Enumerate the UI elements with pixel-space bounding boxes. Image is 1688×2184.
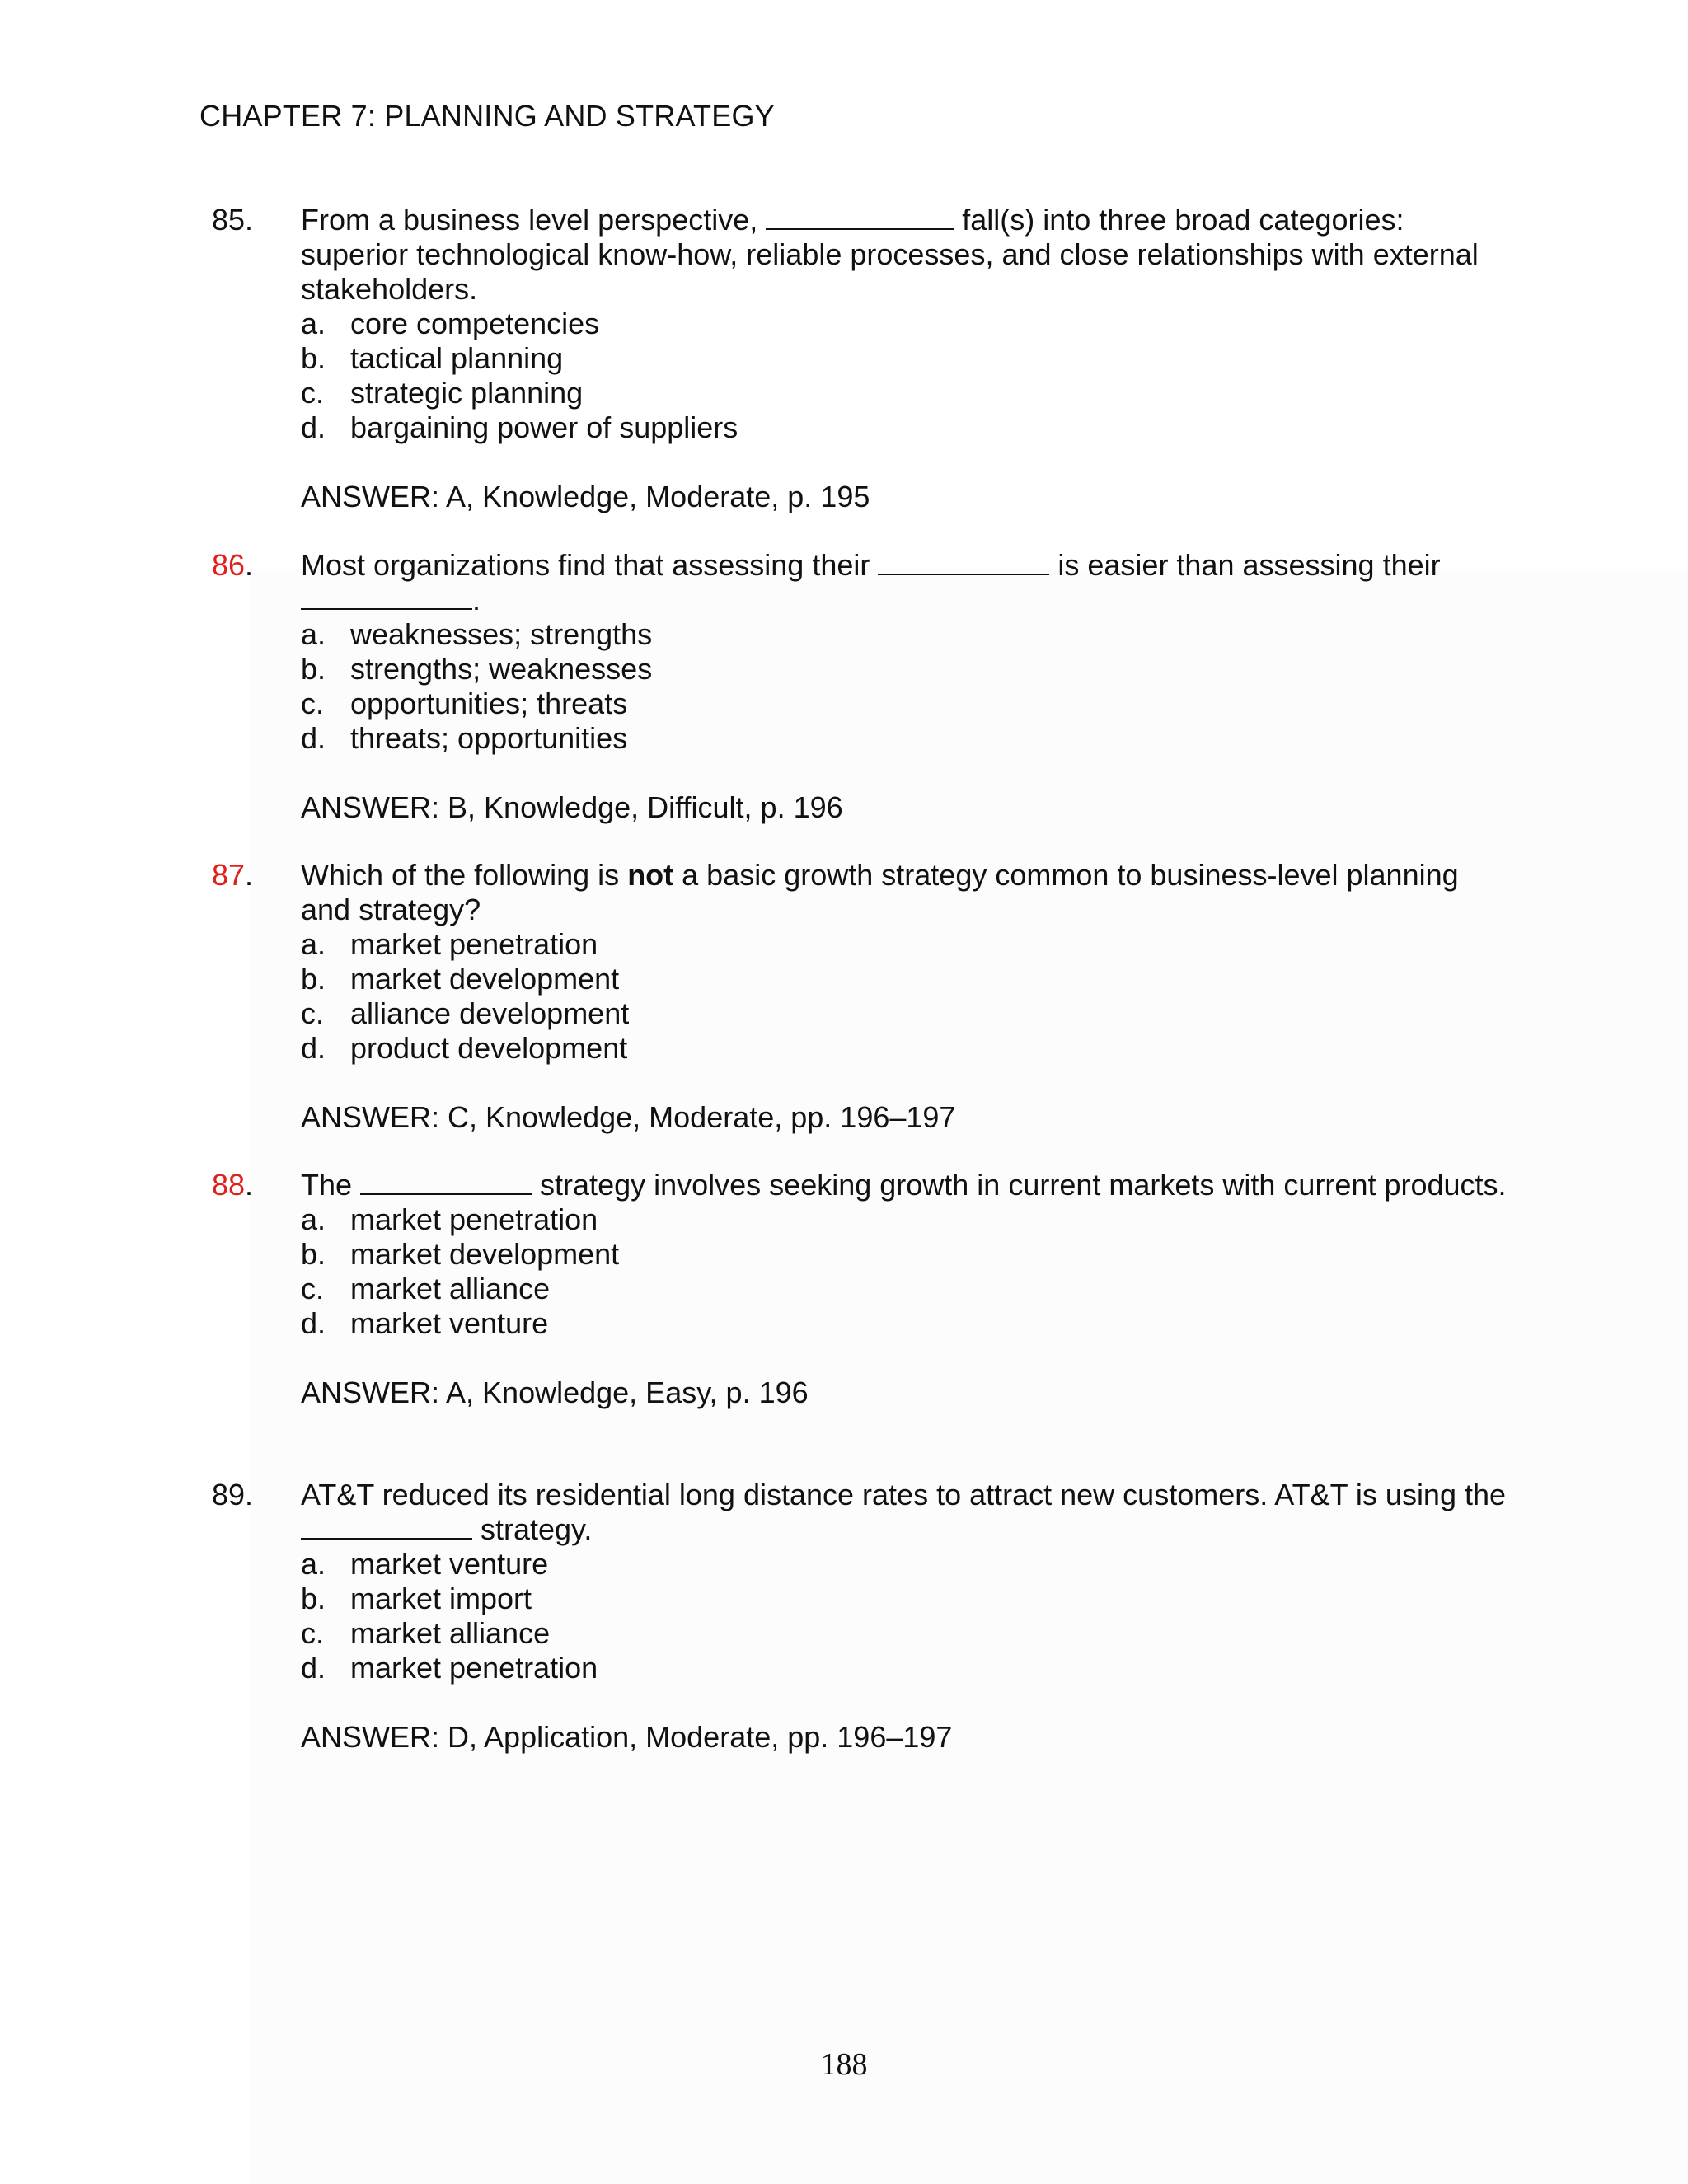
answer-line: ANSWER: D, Application, Moderate, pp. 196–197 [301, 1720, 953, 1754]
choice-a: a. market penetration [301, 927, 598, 961]
choice-b: b. market development [301, 962, 620, 996]
choice-a: a. market penetration [301, 1202, 598, 1236]
question-88 [0, 1168, 1688, 1410]
choice-d: d. product development [301, 1031, 628, 1065]
question-number: 86. [212, 548, 254, 582]
choice-c: c. alliance development [301, 996, 630, 1030]
question-stem: From a business level perspective, fall(s) into three broad categories: superior technological know-how, reliable processes, and close relationships with external stakeholders. [301, 203, 1479, 306]
fill-blank [360, 1169, 532, 1195]
question-stem: AT&T reduced its residential long distance rates to attract new customers. AT&T is using the strategy. [301, 1478, 1507, 1546]
fill-blank [301, 1513, 472, 1540]
choice-list [301, 307, 1512, 445]
fill-blank [766, 204, 954, 230]
choice-d: d. bargaining power of suppliers [301, 410, 738, 444]
fill-blank [301, 583, 472, 610]
question-number: 87. [212, 858, 254, 892]
choice-list [301, 1547, 1512, 1685]
question-85 [0, 203, 1688, 514]
choice-c: c. opportunities; threats [301, 687, 628, 720]
question-89 [0, 1478, 1688, 1755]
fill-blank [878, 549, 1049, 575]
answer-line: ANSWER: C, Knowledge, Moderate, pp. 196–197 [301, 1100, 956, 1134]
page-number: 188 [820, 2047, 868, 2082]
choice-c: c. market alliance [301, 1272, 551, 1305]
choice-b: b. market development [301, 1237, 620, 1271]
choice-d: d. market venture [301, 1306, 549, 1340]
question-number: 85. [212, 203, 254, 237]
choice-list [301, 617, 1512, 756]
choice-list [301, 1202, 1512, 1341]
choice-b: b. strengths; weaknesses [301, 652, 653, 686]
choice-list [301, 927, 1512, 1066]
choice-a: a. market venture [301, 1547, 549, 1581]
question-stem: The strategy involves seeking growth in current markets with current products. [301, 1168, 1507, 1202]
question-number: 88. [212, 1168, 254, 1202]
question-number: 89. [212, 1478, 254, 1511]
question-stem: Which of the following is not a basic growth strategy common to business-level planning and strategy? [301, 858, 1459, 926]
choice-c: c. market alliance [301, 1616, 551, 1650]
choice-a: a. weaknesses; strengths [301, 617, 653, 651]
answer-line: ANSWER: A, Knowledge, Moderate, p. 195 [301, 480, 870, 513]
chapter-header: CHAPTER 7: PLANNING AND STRATEGY [199, 99, 775, 133]
choice-a: a. core competencies [301, 307, 600, 340]
emphasis-not: not [627, 858, 674, 892]
choice-b: b. market import [301, 1582, 532, 1615]
choice-c: c. strategic planning [301, 376, 584, 410]
choice-d: d. market penetration [301, 1651, 598, 1685]
choice-d: d. threats; opportunities [301, 721, 628, 755]
answer-line: ANSWER: A, Knowledge, Easy, p. 196 [301, 1376, 809, 1409]
question-87 [0, 858, 1688, 1135]
answer-line: ANSWER: B, Knowledge, Difficult, p. 196 [301, 790, 843, 824]
question-stem: Most organizations find that assessing their is easier than assessing their . [301, 548, 1441, 616]
choice-b: b. tactical planning [301, 341, 564, 375]
question-86 [0, 548, 1688, 825]
